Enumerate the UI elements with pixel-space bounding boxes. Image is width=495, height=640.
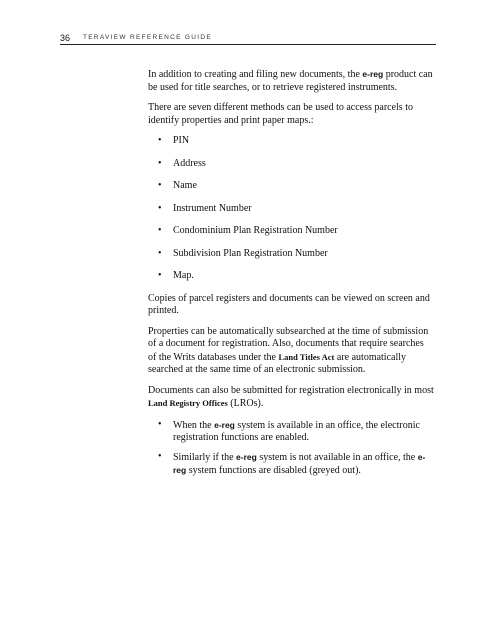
bullet-icon: • (158, 418, 162, 430)
bullet-icon: • (158, 202, 162, 214)
ereg-product-name: e-reg (214, 419, 235, 430)
ereg-notes-list (148, 419, 434, 478)
note-text: Similarly if the (173, 451, 237, 463)
bullet-icon: • (158, 450, 162, 462)
access-methods-list (148, 135, 434, 283)
method-label: Condominium Plan Registration Number (173, 225, 338, 236)
methods-intro-paragraph: There are seven different methods can be used to access parcels to identify properties and print paper maps.: (148, 102, 413, 126)
intro-paragraph (148, 68, 434, 94)
bullet-icon: • (158, 225, 162, 236)
intro-text-end: product can be used for title searches, or to retrieve registered instruments. (148, 69, 433, 93)
note-text-mid: system is not available in an office, the (256, 451, 418, 463)
page-number: 36 (60, 33, 71, 43)
running-title: TERAVIEW REFERENCE GUIDE (83, 34, 212, 41)
land-titles-act: Land Titles Act (278, 351, 335, 362)
note-text-end: system functions are disabled (greyed out). (186, 465, 361, 476)
list-item (148, 135, 434, 148)
list-item (148, 180, 434, 193)
note-text-end: system is available in an office, the electronic registration functions are enabled. (173, 419, 420, 443)
subsearch-text-end: are automatically searched at the same time of an electronic submission. (148, 351, 407, 375)
ereg-product-name: e-reg (362, 69, 384, 79)
note-text: When the (173, 419, 215, 431)
list-item (148, 203, 434, 216)
header-rule (60, 44, 436, 45)
method-label: Name (173, 180, 197, 191)
list-item (148, 419, 434, 445)
list-item (148, 248, 434, 261)
method-label: Address (173, 157, 206, 169)
list-item (148, 270, 434, 283)
copies-paragraph: Copies of parcel registers and documents can be viewed on screen and printed. (148, 292, 430, 316)
method-label: PIN (173, 135, 190, 146)
method-label: Map. (173, 270, 194, 281)
intro-text: In addition to creating and filing new documents, the (148, 69, 363, 80)
submission-text: Documents can also be submitted for registration electronically in most (148, 384, 434, 396)
bullet-icon: • (158, 180, 162, 191)
subsearch-text: Properties can be automatically subsearched at the time of submission of a document for registration. Also, documents that require searches of the Writs databases under the (148, 325, 429, 363)
method-label: Subdivision Plan Registration Number (173, 247, 328, 259)
subsearch-paragraph (148, 326, 434, 377)
bullet-icon: • (158, 247, 162, 259)
list-item (148, 225, 434, 238)
ereg-product-name: e-reg (236, 451, 257, 462)
page-header (60, 34, 436, 44)
ereg-product-name: e-reg (173, 451, 426, 475)
bullet-icon: • (158, 135, 162, 146)
land-registry-offices: Land Registry Offices (148, 398, 228, 408)
bullet-icon: • (158, 157, 162, 169)
list-item (148, 158, 434, 171)
submission-paragraph (148, 385, 434, 411)
body-content (148, 68, 434, 484)
method-label: Instrument Number (173, 202, 252, 214)
bullet-icon: • (158, 270, 162, 281)
list-item (148, 451, 434, 478)
submission-text-end: (LROs). (227, 398, 264, 409)
